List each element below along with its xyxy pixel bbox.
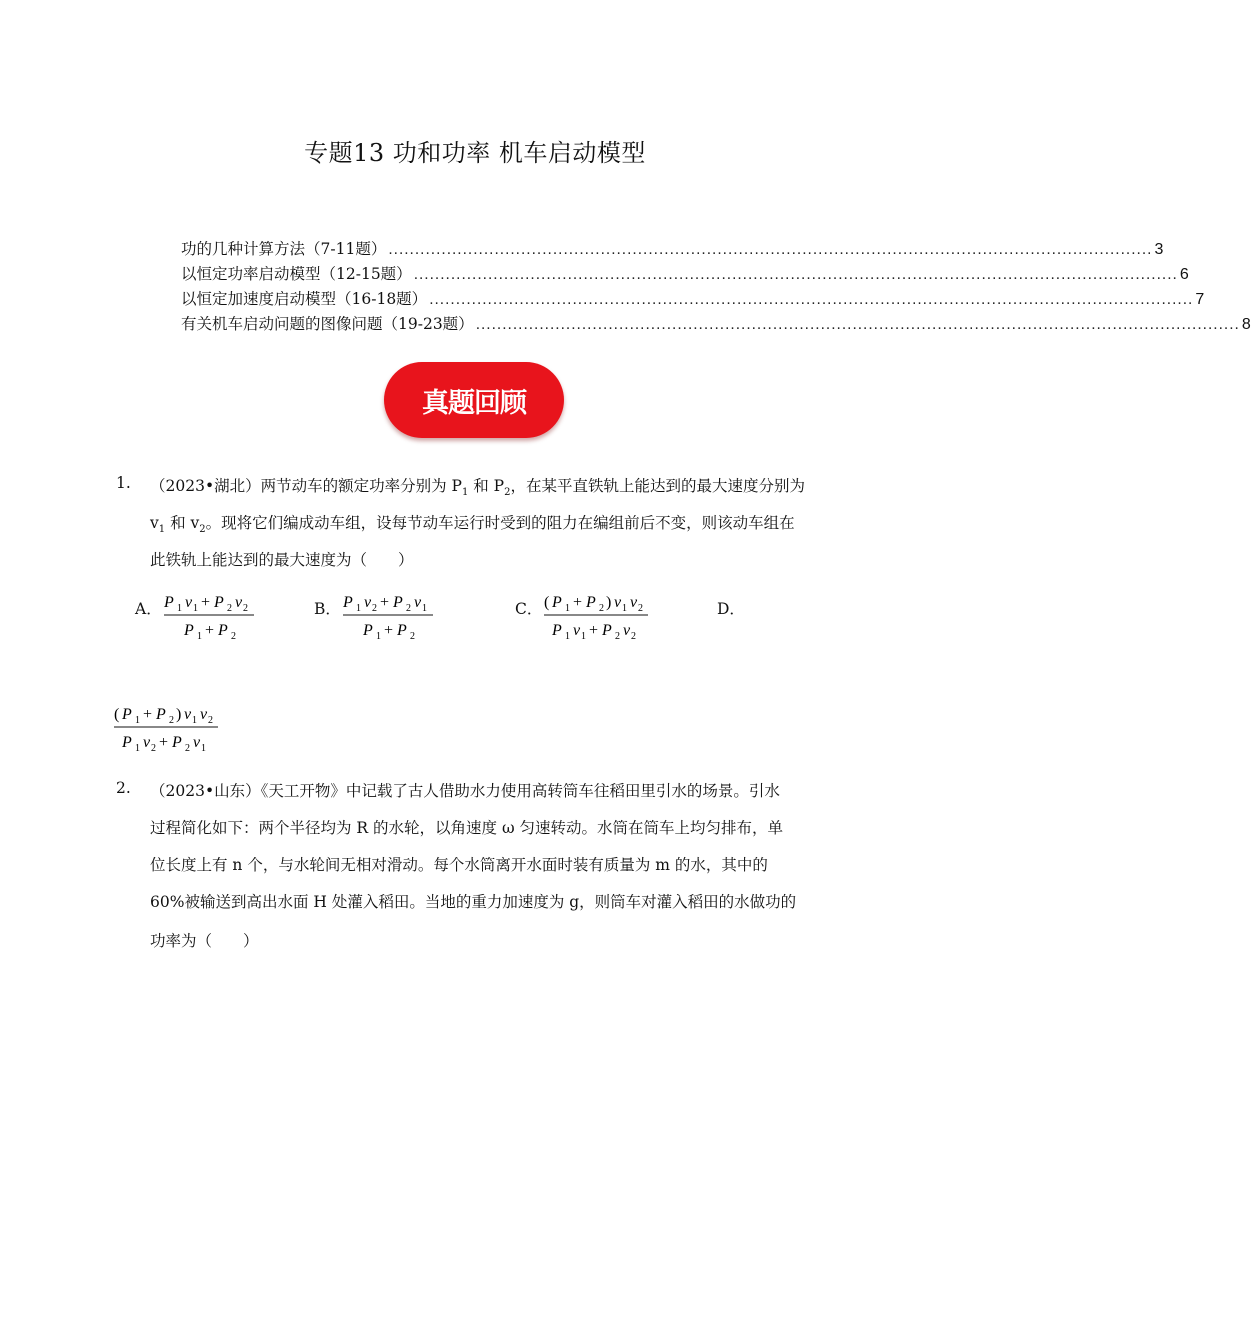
question-2-line-5: 功率为（ ）: [150, 932, 259, 950]
svg-text:v: v: [364, 594, 372, 611]
svg-text:P: P: [122, 734, 132, 751]
question-1-number: 1.: [116, 474, 131, 492]
svg-text:1: 1: [422, 603, 427, 614]
option-c-label[interactable]: C．: [515, 600, 543, 618]
svg-text:P: P: [164, 594, 174, 611]
question-2-line-3: 位长度上有 n 个，与水轮间无相对滑动。每个水筒离开水面时装有质量为 m 的水，其中的: [150, 856, 768, 874]
svg-text:P: P: [397, 622, 407, 639]
svg-text:+: +: [205, 622, 215, 639]
svg-text:v: v: [414, 594, 422, 611]
svg-text:): ): [176, 706, 182, 723]
svg-text:1: 1: [565, 603, 570, 614]
question-2-line-2: 过程简化如下：两个半径均为 R 的水轮，以角速度 ω 匀速转动。水筒在筒车上均匀排布，单: [150, 819, 784, 837]
toc-entry[interactable]: [181, 312, 1251, 337]
question-2-number: 2.: [116, 779, 131, 797]
svg-text:2: 2: [638, 603, 643, 614]
svg-text:P: P: [343, 594, 353, 611]
svg-text:2: 2: [599, 603, 604, 614]
svg-text:+: +: [384, 622, 394, 639]
svg-text:2: 2: [615, 631, 620, 642]
question-2-line-4: 60%被输送到高出水面 H 处灌入稻田。当地的重力加速度为 g，则筒车对灌入稻田的水做功的: [150, 893, 797, 911]
svg-text:v: v: [235, 594, 243, 611]
svg-text:2: 2: [410, 631, 415, 642]
svg-text:1: 1: [622, 603, 627, 614]
toc-page-number: 8: [1241, 316, 1251, 333]
toc-leader-dots: ................................................................................................................................................: [429, 291, 1194, 308]
svg-text:2: 2: [227, 603, 232, 614]
question-1-line-1: （2023•湖北）两节动车的额定功率分别为 $P_1$ 和 $P_2$，在某平直铁轨上能达到的最大速度分别为: [150, 477, 806, 499]
toc-entry[interactable]: [181, 287, 1205, 312]
question-1-line-2: $v_1$ 和 $v_2$。现将它们编成动车组，设每节动车运行时受到的阻力在编组前后不变，则该动车组在: [150, 514, 795, 536]
svg-text:1: 1: [581, 631, 586, 642]
svg-text:v: v: [143, 734, 151, 751]
toc-entry-text: 有关机车启动问题的图像问题（19-23题）: [181, 315, 474, 333]
svg-text:v: v: [185, 594, 193, 611]
svg-text:+: +: [201, 594, 211, 611]
section-banner: [384, 362, 564, 438]
svg-text:P: P: [602, 622, 612, 639]
option-d-label[interactable]: D．: [717, 600, 745, 618]
toc-entry[interactable]: [181, 237, 1164, 262]
svg-text:(: (: [114, 706, 120, 723]
svg-text:2: 2: [185, 743, 190, 754]
svg-text:P: P: [184, 622, 194, 639]
svg-text:2: 2: [406, 603, 411, 614]
svg-text:P: P: [393, 594, 403, 611]
svg-text:): ): [606, 594, 612, 611]
svg-text:v: v: [623, 622, 631, 639]
svg-text:2: 2: [231, 631, 236, 642]
svg-text:1: 1: [376, 631, 381, 642]
option-b-formula[interactable]: [341, 588, 437, 648]
svg-text:1: 1: [135, 715, 140, 726]
svg-text:P: P: [586, 594, 596, 611]
option-b-label[interactable]: B．: [314, 600, 341, 618]
svg-text:1: 1: [565, 631, 570, 642]
svg-text:+: +: [589, 622, 599, 639]
page-title: 专题13 功和功率 机车启动模型: [304, 139, 646, 167]
svg-text:v: v: [193, 734, 201, 751]
svg-text:P: P: [552, 622, 562, 639]
svg-text:P: P: [156, 706, 166, 723]
toc-entry[interactable]: [181, 262, 1189, 287]
toc-entry-text: 功的几种计算方法（7-11题）: [181, 240, 387, 258]
option-d-formula[interactable]: [112, 700, 222, 760]
toc-page-number: 6: [1179, 266, 1189, 283]
svg-text:1: 1: [201, 743, 206, 754]
svg-text:P: P: [363, 622, 373, 639]
svg-text:1: 1: [193, 603, 198, 614]
svg-text:1: 1: [177, 603, 182, 614]
option-a-formula[interactable]: [162, 588, 258, 648]
svg-text:P: P: [122, 706, 132, 723]
svg-text:2: 2: [151, 743, 156, 754]
svg-text:1: 1: [356, 603, 361, 614]
toc-leader-dots: ................................................................................................................................................: [413, 266, 1178, 283]
svg-text:2: 2: [208, 715, 213, 726]
option-a-label[interactable]: A．: [135, 600, 162, 618]
svg-text:P: P: [552, 594, 562, 611]
toc-leader-dots: ................................................................................................................................................: [475, 316, 1240, 333]
question-2-line-1: （2023•山东）《天工开物》中记载了古人借助水力使用高转筒车往稻田里引水的场景。引水: [150, 782, 780, 800]
svg-text:+: +: [380, 594, 390, 611]
svg-text:2: 2: [372, 603, 377, 614]
svg-text:P: P: [172, 734, 182, 751]
svg-text:2: 2: [631, 631, 636, 642]
toc-entry-text: 以恒定功率启动模型（12-15题）: [181, 265, 412, 283]
svg-text:1: 1: [192, 715, 197, 726]
toc-entry-text: 以恒定加速度启动模型（16-18题）: [181, 290, 428, 308]
svg-text:+: +: [573, 594, 583, 611]
section-banner-label: 真题回顾: [422, 387, 526, 419]
svg-text:P: P: [214, 594, 224, 611]
svg-text:1: 1: [197, 631, 202, 642]
svg-text:P: P: [218, 622, 228, 639]
svg-text:v: v: [200, 706, 208, 723]
svg-text:v: v: [614, 594, 622, 611]
svg-text:(: (: [544, 594, 550, 611]
svg-text:+: +: [159, 734, 169, 751]
svg-text:2: 2: [169, 715, 174, 726]
toc-page-number: 3: [1154, 241, 1164, 258]
table-of-contents: [181, 237, 1251, 337]
svg-text:2: 2: [243, 603, 248, 614]
svg-text:1: 1: [135, 743, 140, 754]
question-1-line-3: 此铁轨上能达到的最大速度为（ ）: [150, 551, 414, 569]
svg-text:+: +: [143, 706, 153, 723]
svg-text:v: v: [184, 706, 192, 723]
toc-leader-dots: ................................................................................................................................................: [388, 241, 1153, 258]
toc-page-number: 7: [1195, 291, 1205, 308]
option-c-formula[interactable]: [542, 588, 652, 648]
svg-text:v: v: [573, 622, 581, 639]
svg-text:v: v: [630, 594, 638, 611]
